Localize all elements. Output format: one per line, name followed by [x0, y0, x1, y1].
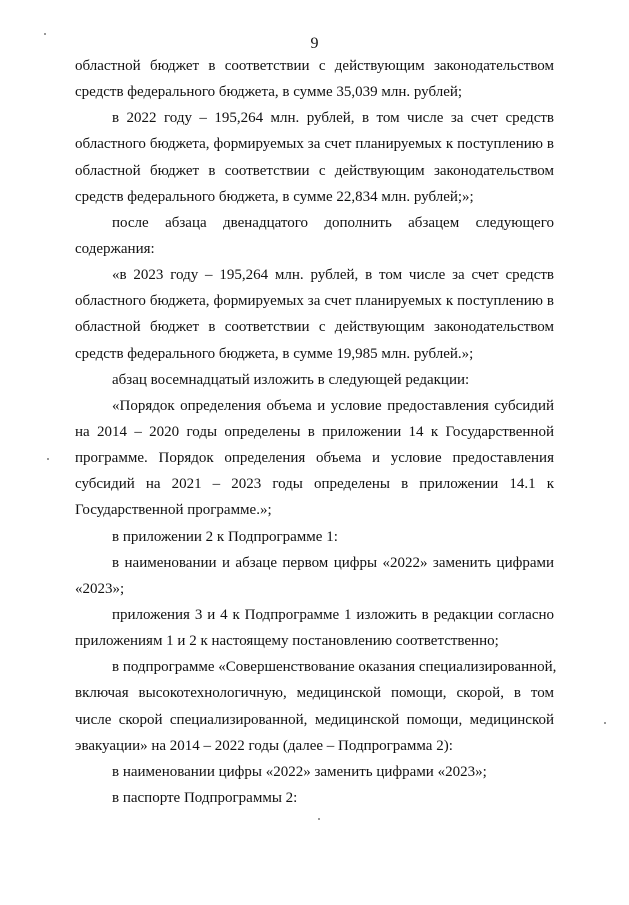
text-line: «в 2023 году – 195,264 млн. рублей, в том числе за счет средств [112, 267, 554, 284]
text-line: «2023»; [75, 580, 125, 597]
text-line: в наименовании и абзаце первом цифры «2022» заменить цифрами [112, 554, 554, 571]
scan-speck [47, 458, 49, 460]
scan-speck [604, 722, 606, 724]
text-line: областного бюджета, формируемых за счет планируемых к поступлению в [75, 136, 554, 153]
text-line: в наименовании цифры «2022» заменить цифрами «2023»; [112, 763, 487, 780]
text-line: областного бюджета, формируемых за счет планируемых к поступлению в [75, 293, 554, 310]
text-line: в приложении 2 к Подпрограмме 1: [112, 528, 338, 545]
text-line: областной бюджет в соответствии с действующим законодательством [75, 319, 554, 336]
text-line: содержания: [75, 240, 155, 257]
text-line: эвакуации» на 2014 – 2022 годы (далее – Подпрограмма 2): [75, 737, 453, 754]
text-line: субсидий на 2021 – 2023 годы определены в приложении 14.1 к [75, 476, 554, 493]
text-line: на 2014 – 2020 годы определены в приложении 14 к Государственной [75, 423, 554, 440]
text-line: после абзаца двенадцатого дополнить абзацем следующего [112, 214, 554, 231]
text-line: приложения 3 и 4 к Подпрограмме 1 изложить в редакции согласно [112, 606, 554, 623]
text-line: в 2022 году – 195,264 млн. рублей, в том числе за счет средств [112, 110, 554, 127]
text-line: в паспорте Подпрограммы 2: [112, 789, 298, 806]
text-line: абзац восемнадцатый изложить в следующей редакции: [112, 371, 470, 388]
text-line: Государственной программе.»; [75, 502, 272, 519]
text-line: числе скорой специализированной, медицинской помощи, медицинской [75, 711, 554, 728]
text-line: «Порядок определения объема и условие предоставления субсидий [112, 397, 554, 414]
text-line: средств федерального бюджета, в сумме 22,834 млн. рублей;»; [75, 188, 474, 205]
text-line: средств федерального бюджета, в сумме 35,039 млн. рублей; [75, 84, 463, 101]
text-line: включая высокотехнологичную, медицинской помощи, скорой, в том [75, 685, 554, 702]
text-line: в подпрограмме «Совершенствование оказания специализированной, [112, 659, 557, 676]
document-body [75, 53, 557, 811]
text-line: средств федерального бюджета, в сумме 19,985 млн. рублей.»; [75, 345, 474, 362]
text-line: программе. Порядок определения объема и условие предоставления [75, 450, 554, 467]
text-line: областной бюджет в соответствии с действующим законодательством [75, 162, 554, 179]
scan-speck [318, 818, 320, 820]
scan-speck [44, 33, 46, 35]
text-line: приложениям 1 и 2 к настоящему постановлению соответственно; [75, 633, 499, 650]
page-number: 9 [310, 35, 319, 52]
text-line: областной бюджет в соответствии с действующим законодательством [75, 58, 554, 74]
